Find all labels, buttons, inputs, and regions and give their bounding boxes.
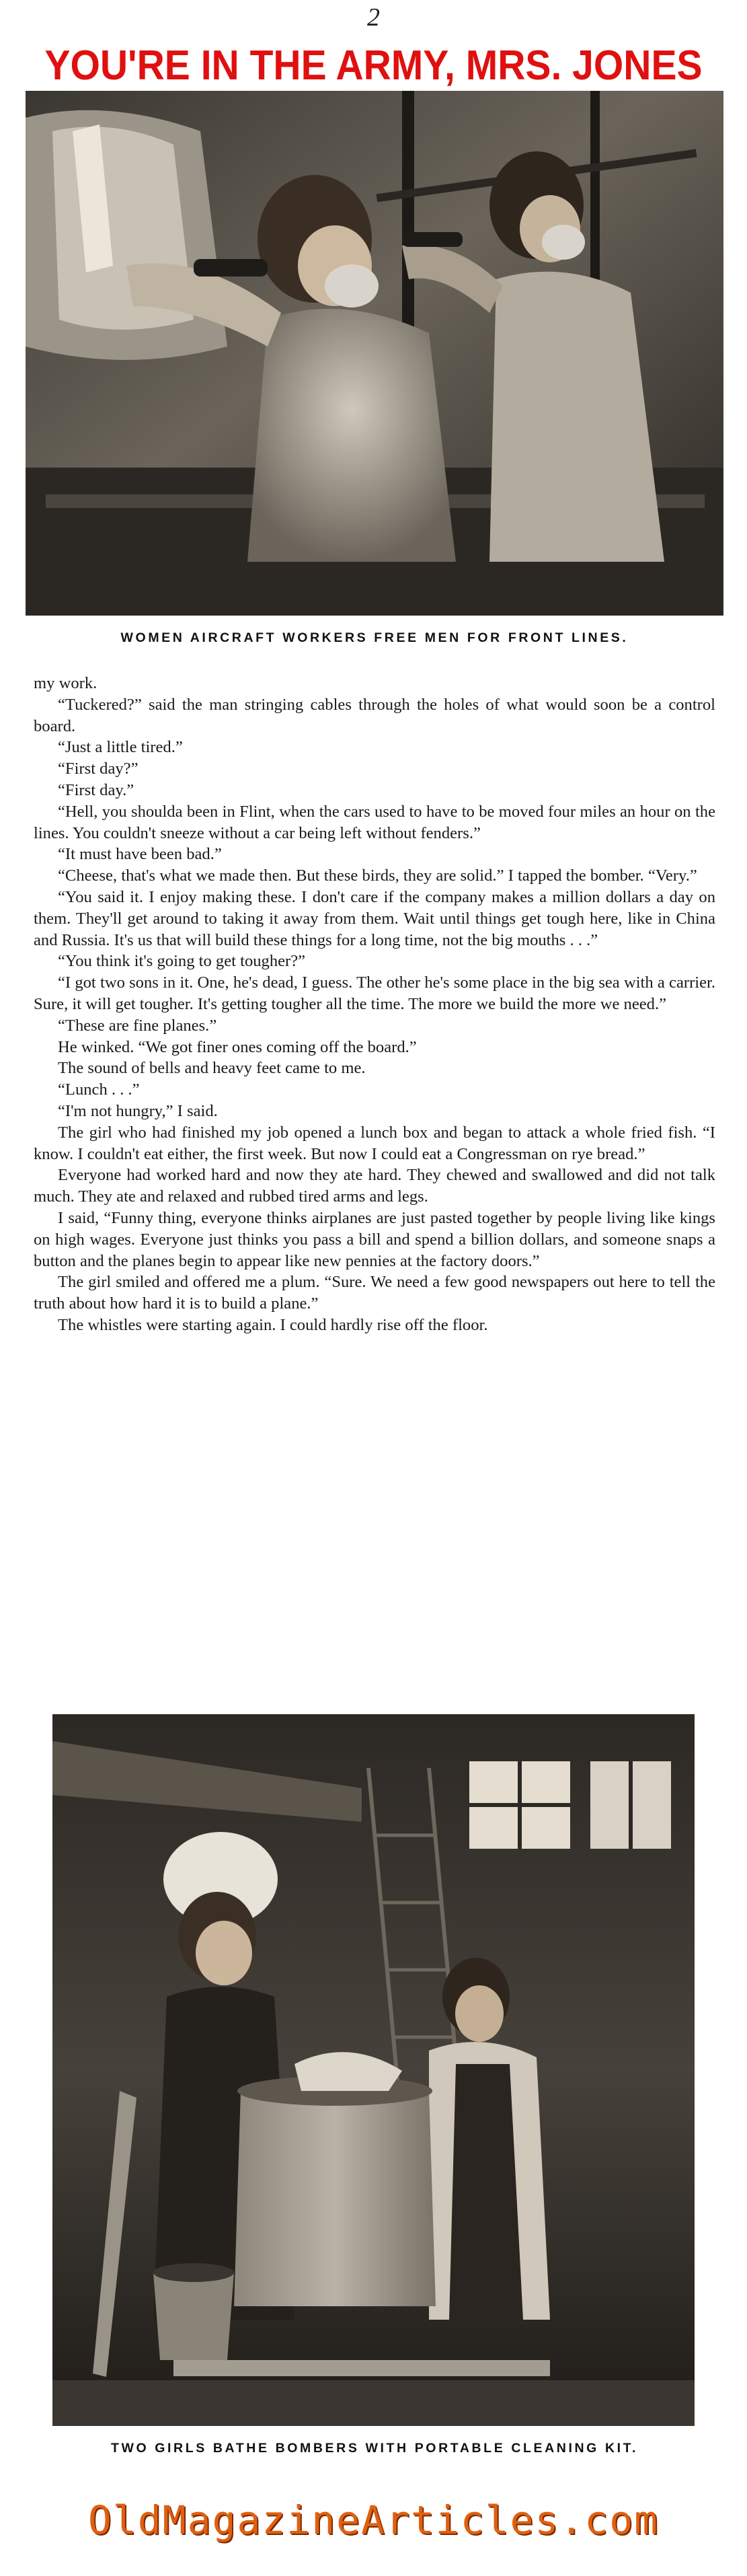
paragraph: “Lunch . . .” bbox=[58, 1080, 140, 1099]
photo-caption-bottom: TWO GIRLS BATHE BOMBERS WITH PORTABLE CLEANING KIT. bbox=[110, 2441, 639, 2456]
photo-caption-top: WOMEN AIRCRAFT WORKERS FREE MEN FOR FRONT LINES. bbox=[120, 630, 629, 645]
photo-women-spray-painting bbox=[26, 91, 723, 616]
paragraph: “First day?” bbox=[58, 760, 139, 778]
paragraph: “Hell, you shoulda been in Flint, when the cars used to have to be moved four miles an hour on the lines. You couldn't sneeze without a car being left without fenders.” bbox=[34, 802, 715, 842]
paragraph: “It must have been bad.” bbox=[58, 845, 222, 864]
headline: YOU'RE IN THE ARMY, MRS. JONES bbox=[44, 42, 703, 89]
paragraph: “These are fine planes.” bbox=[58, 1016, 217, 1035]
paragraph: “Just a little tired.” bbox=[58, 738, 183, 757]
paragraph: “You think it's going to get tougher?” bbox=[58, 952, 306, 971]
page-number: 2 bbox=[367, 3, 380, 32]
paragraph: “I got two sons in it. One, he's dead, I guess. The other he's some place in the big sea with a carrier. Sure, it will get tougher. It's getting tougher all the time. The more we build the more we need.” bbox=[34, 973, 715, 1013]
paragraph: “You said it. I enjoy making these. I don't care if the company makes a million dollars a day on them. They'll get around to taking it away from them. Wait until things get tough here, like in China and Russia. It's us that will build these things for a long time, not the big mouths . . .” bbox=[34, 887, 715, 949]
paragraph: The whistles were starting again. I could hardly rise off the floor. bbox=[58, 1315, 488, 1334]
article-body bbox=[34, 673, 715, 1336]
photo-girls-cleaning-kit bbox=[52, 1714, 695, 2426]
footer-site-url[interactable]: OldMagazineArticles.com bbox=[87, 2497, 660, 2543]
paragraph: “Cheese, that's what we made then. But these birds, they are solid.” I tapped the bomber. “Very.” bbox=[58, 867, 697, 885]
paragraph: “I'm not hungry,” I said. bbox=[58, 1101, 218, 1120]
paragraph: I said, “Funny thing, everyone thinks airplanes are just pasted together by people living like kings on high wages. Everyone just thinks you pass a bill and spend a billion dollars, and someone snaps a button and the planes begin to appear like new pennies at the factory doors.” bbox=[34, 1208, 715, 1270]
paragraph: The girl who had finished my job opened a lunch box and began to attack a whole fried fish. “I know. I couldn't eat either, the first week. But now I could eat a Congressman on rye bread.” bbox=[34, 1123, 715, 1163]
paragraph: The sound of bells and heavy feet came to me. bbox=[58, 1059, 366, 1078]
paragraph: my work. bbox=[34, 674, 97, 692]
paragraph: Everyone had worked hard and now they ate hard. They chewed and swallowed and did not talk much. They ate and relaxed and rubbed tired arms and legs. bbox=[34, 1166, 715, 1206]
paragraph: “First day.” bbox=[58, 780, 134, 799]
paragraph: The girl smiled and offered me a plum. “Sure. We need a few good newspapers out here to tell the truth about how hard it is to build a plane.” bbox=[34, 1273, 715, 1313]
paragraph: “Tuckered?” said the man stringing cables through the holes of what would soon be a control board. bbox=[34, 695, 715, 735]
paragraph: He winked. “We got finer ones coming off the board.” bbox=[58, 1037, 417, 1056]
